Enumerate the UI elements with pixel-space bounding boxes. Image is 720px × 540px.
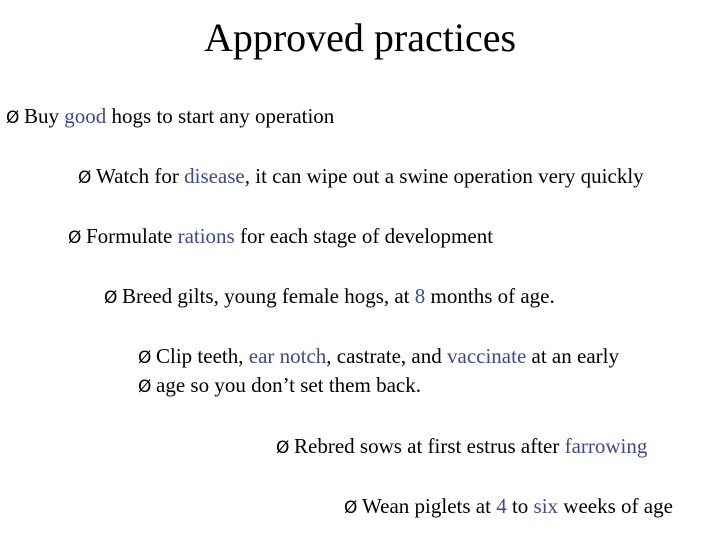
highlight-word: ear notch xyxy=(248,344,327,368)
highlight-word: disease xyxy=(184,164,245,188)
bullet-text: hogs to start any operation xyxy=(106,104,335,128)
arrow-bullet-icon: Ø xyxy=(276,438,290,458)
bullet-text: Clip teeth, xyxy=(156,344,249,368)
bullet-text: months of age. xyxy=(425,284,555,308)
arrow-bullet-icon: Ø xyxy=(68,228,82,248)
bullet-buy-good-hogs xyxy=(6,104,334,130)
bullet-clip-teeth xyxy=(138,344,619,370)
bullet-text: to xyxy=(506,494,534,518)
bullet-text: Wean piglets at xyxy=(362,494,497,518)
bullet-text: Buy xyxy=(24,104,65,128)
arrow-bullet-icon: Ø xyxy=(104,288,118,308)
arrow-bullet-icon: Ø xyxy=(6,108,20,128)
slide-title: Approved practices xyxy=(203,15,517,60)
bullet-text: Rebred sows at first estrus after xyxy=(294,434,565,458)
bullet-text: Breed gilts, young female hogs, at xyxy=(122,284,415,308)
bullet-text: weeks of age xyxy=(558,494,673,518)
arrow-bullet-icon: Ø xyxy=(138,348,152,368)
bullet-text: for each stage of development xyxy=(234,224,494,248)
arrow-bullet-icon: Ø xyxy=(78,168,92,188)
bullet-formulate-rations xyxy=(68,224,493,250)
bullet-text: age so you don’t set them back. xyxy=(156,373,421,397)
highlight-word: six xyxy=(533,494,559,518)
bullet-set-back xyxy=(138,373,421,399)
bullet-text: Formulate xyxy=(86,224,178,248)
bullet-breed-gilts xyxy=(104,284,555,310)
highlight-word: vaccinate xyxy=(447,344,527,368)
bullet-rebred-sows xyxy=(276,434,647,460)
bullet-text: Watch for xyxy=(96,164,185,188)
bullet-text: , castrate, and xyxy=(326,344,447,368)
bullet-text: at an early xyxy=(526,344,619,368)
highlight-word: 8 xyxy=(414,284,426,308)
highlight-word: farrowing xyxy=(564,434,648,458)
bullet-wean-piglets xyxy=(344,494,673,520)
highlight-word: good xyxy=(64,104,107,128)
bullet-text: , it can wipe out a swine operation very quickly xyxy=(244,164,644,188)
arrow-bullet-icon: Ø xyxy=(344,498,358,518)
highlight-word: 4 xyxy=(496,494,507,518)
arrow-bullet-icon: Ø xyxy=(138,377,152,397)
bullet-watch-disease xyxy=(78,164,644,190)
highlight-word: rations xyxy=(177,224,235,248)
